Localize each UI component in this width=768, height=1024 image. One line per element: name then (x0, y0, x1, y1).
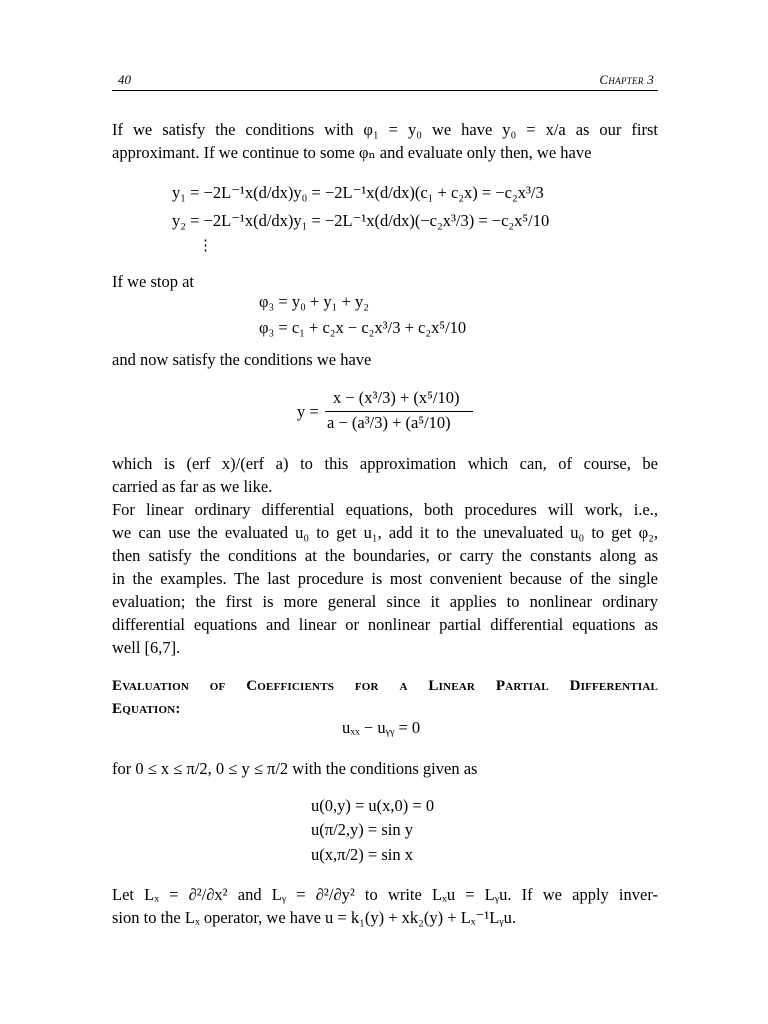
equation-y2: y₂ = −2L⁻¹x(d/dx)y₁ = −2L⁻¹x(d/dx)(−c₂x³/3) = −c₂x⁵/10 (172, 211, 550, 230)
equation-phi3-sum: φ₃ = y₀ + y₁ + y₂ (259, 292, 369, 311)
equation-phi3-expanded: φ₃ = c₁ + c₂x − c₂x³/3 + c₂x⁵/10 (259, 318, 467, 337)
paragraph-stop-at (112, 270, 658, 293)
paragraph-line: for 0 ≤ x ≤ π/2, 0 ≤ y ≤ π/2 with the conditions given as (112, 759, 478, 778)
paragraph-line: which is (erf x)/(erf a) to this approximation which can, of course, be (112, 454, 658, 473)
paragraph-erf (112, 452, 658, 498)
vertical-ellipsis: ⋮ (198, 238, 213, 254)
paragraph-line: For linear ordinary differential equations, both procedures will work, i.e., (112, 500, 658, 519)
paragraph-line: approximant. If we continue to some φₙ and evaluate only then, we have (112, 143, 592, 162)
heading-line: Evaluation of Coefficients for a Linear Partial Differential (112, 678, 658, 694)
paragraph-linear-ode (112, 498, 658, 659)
page-number: 40 (118, 72, 131, 87)
boundary-condition-1: u(0,y) = u(x,0) = 0 (311, 796, 435, 815)
section-heading (112, 675, 658, 721)
fraction-numerator: x − (x³/3) + (x⁵/10) (333, 388, 460, 407)
equation-pde: uₓₓ − uᵧᵧ = 0 (342, 718, 421, 737)
boundary-condition-3: u(x,π/2) = sin x (311, 845, 413, 864)
paragraph-line: carried as far as we like. (112, 477, 273, 496)
paragraph-line: evaluation; the first is more general since it applies to nonlinear ordinary (112, 592, 658, 611)
fraction-bar (325, 411, 473, 412)
equation-y1: y₁ = −2L⁻¹x(d/dx)y₀ = −2L⁻¹x(d/dx)(c₁ + c₂x) = −c₂x³/3 (172, 183, 544, 202)
fraction-lhs: y = (297, 402, 319, 421)
paragraph-line: and now satisfy the conditions we have (112, 350, 372, 369)
paragraph-domain (112, 757, 658, 780)
heading-line: Equation: (112, 701, 181, 717)
chapter-label: Chapter 3 (599, 72, 654, 87)
paragraph-intro (112, 118, 658, 164)
paragraph-operators (112, 883, 658, 929)
paragraph-line: If we stop at (112, 272, 195, 291)
paragraph-satisfy (112, 348, 658, 371)
fraction-denominator: a − (a³/3) + (a⁵/10) (327, 413, 451, 432)
paragraph-line: we can use the evaluated u₀ to get u₁, add it to the unevaluated u₀ to get φ₂, (112, 523, 658, 542)
paragraph-line: then satisfy the conditions at the boundaries, or carry the constants along as (112, 546, 658, 565)
paragraph-line: differential equations and linear or nonlinear partial differential equations as (112, 615, 658, 634)
paragraph-line: Let Lₓ = ∂²/∂x² and Lᵧ = ∂²/∂y² to write Lₓu = Lᵧu. If we apply inver- (112, 885, 658, 904)
paragraph-line: If we satisfy the conditions with φ₁ = y₀ we have y₀ = x/a as our first (112, 120, 658, 139)
running-head (112, 70, 658, 91)
paragraph-line: well [6,7]. (112, 638, 181, 657)
paragraph-line: in the examples. The last procedure is most convenient because of the single (112, 569, 658, 588)
paragraph-line: sion to the Lₓ operator, we have u = k₁(y) + xk₂(y) + Lₓ⁻¹Lᵧu. (112, 908, 517, 927)
boundary-condition-2: u(π/2,y) = sin y (311, 820, 413, 839)
